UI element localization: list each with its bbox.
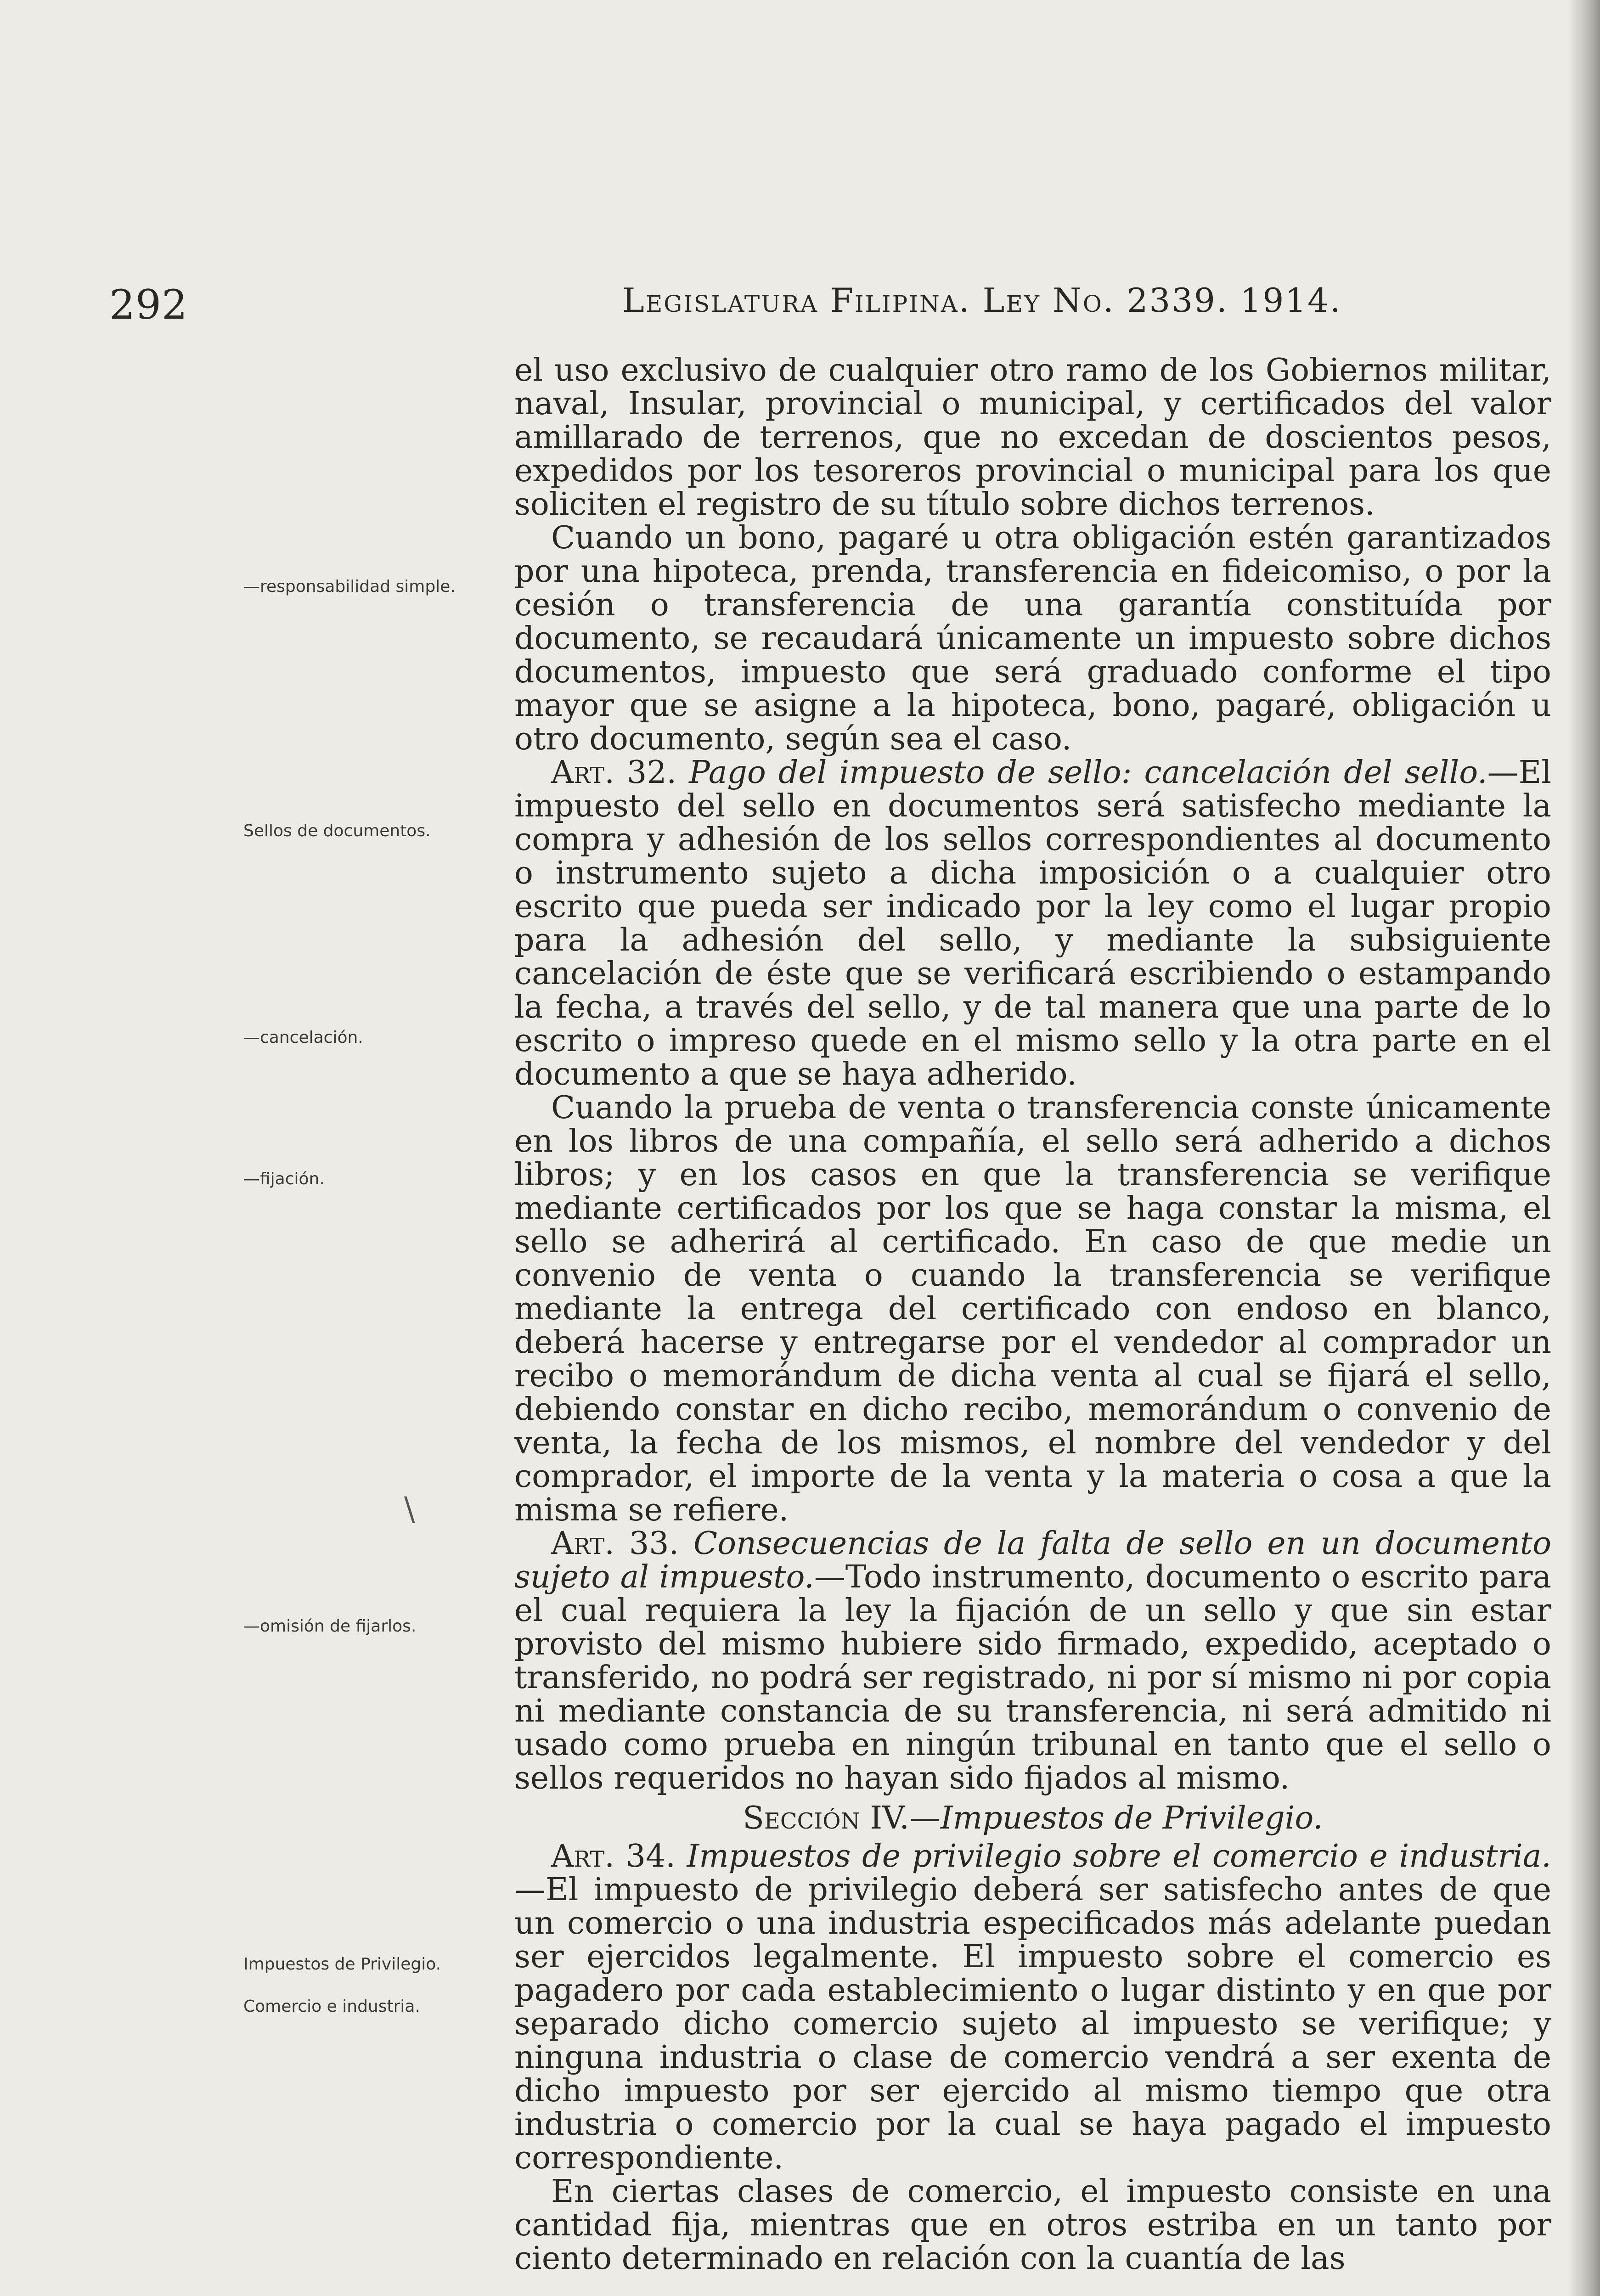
paragraph: Cuando la prueba de venta o transferencia conste únicamente en los libros de una compañía, el sello será adherido a dichos libros; y en los casos en que la transferencia se verifique mediante certificados por los que se haga constar la misma, el sello se adherirá al certificado. En caso de que medie un convenio de venta o cuando la transferencia se verifique mediante la entrega del certificado con endoso en blanco, deberá hacerse y entregarse por el vendedor al comprador un recibo o memorándum de dicha venta al cual se fijará el sello, debiendo constar en dicho recibo, memorándum o convenio de venta, la fecha de los mismos, el nombre del vendedor y del comprador, el importe de la venta y la materia o cosa a que la misma se refiere.	[514, 1090, 1551, 1528]
article-33	[514, 1527, 1551, 1795]
article-number: Art. 34.	[551, 1838, 676, 1874]
section-heading	[514, 1801, 1551, 1835]
paragraph: En ciertas clases de comercio, el impuesto consiste en una cantidad fija, mientras que en otros estriba en un tanto por ciento determinado en relación con la cuantía de las	[514, 2173, 1551, 2277]
article-text: —El impuesto del sello en documentos será satisfecho mediante la compra y adhesión de los sellos correspondientes al documento o instrumento sujeto a dicha imposición o a cualquier otro escrito que pueda ser indicado por la ley como el lugar propio para la adhesión del sello, y mediante la subsiguiente cancelación de éste que se verificará escribiendo o estampando la fecha, a través del sello, y de tal manera que una parte de lo escrito o impreso quede en el mismo sello y la otra parte en el documento a que se haya adherido.	[514, 754, 1551, 1092]
article-number: Art. 32.	[551, 754, 677, 791]
article-title: Pago del impuesto de sello: cancelación del sello.	[689, 754, 1487, 791]
page-edge-shadow	[1568, 0, 1600, 2296]
running-head: Legislatura Filipina. Ley No. 2339. 1914.	[622, 281, 1342, 320]
article-number: Art. 33.	[551, 1525, 679, 1562]
margin-note-omision: —omisión de fijarlos.	[243, 1617, 417, 1636]
section-number: Sección IV.	[743, 1800, 909, 1836]
paragraph: Cuando un bono, pagaré u otra obligación estén garantizados por una hipoteca, prenda, transferencia en fideicomiso, o por la cesión o transferencia de una garantía constituída por documento, se recaudará únicamente un impuesto sobre dichos documentos, impuesto que será graduado conforme el tipo mayor que se asigne a la hipoteca, bono, pagaré, obligación u otro documento, según sea el caso.	[514, 520, 1551, 757]
paragraph: el uso exclusivo de cualquier otro ramo de los Gobiernos militar, naval, Insular, provincial o municipal, y certificados del valor amillarado de terrenos, que no excedan de doscientos pesos, expedidos por los tesoreros provincial o municipal para los que soliciten el registro de su título sobre dichos terrenos.	[514, 352, 1551, 523]
margin-note-responsabilidad: —responsabilidad simple.	[243, 577, 456, 596]
article-text: —Todo instrumento, documento o escrito para el cual requiera la ley la fijación de un sello y que sin estar provisto del mismo hubiere sido firmado, expedido, aceptado o transferido, no podrá ser registrado, ni por sí mismo ni por copia ni mediante constancia de su transferencia, ni será admitido ni usado como prueba en ningún tribunal en tanto que el sello o sellos requeridos no hayan sido fijados al mismo.	[514, 1559, 1551, 1796]
section-title: —Impuestos de Privilegio.	[909, 1800, 1323, 1836]
page-number: 292	[109, 281, 188, 328]
margin-note-cancelacion: —cancelación.	[243, 1028, 363, 1047]
article-34	[514, 1840, 1551, 2175]
stray-ink-mark: \	[404, 1490, 415, 1528]
article-text: —El impuesto de privilegio deberá ser satisfecho antes de que un comercio o una industria especificados más adelante puedan ser ejercidos legalmente. El impuesto sobre el comercio es pagadero por cada establecimiento o lugar distinto y en que por separado dicho comercio sujeto al impuesto se verifique; y ninguna industria o clase de comercio vendrá a ser exenta de dicho impuesto por ser ejercido al mismo tiempo que otra industria o comercio por la cual se haya pagado el impuesto correspondiente.	[514, 1872, 1551, 2176]
article-title: Consecuencias de la falta de sello en un documento sujeto al impuesto.	[514, 1525, 1552, 1595]
margin-note-sellos: Sellos de documentos.	[243, 822, 431, 840]
article-title: Impuestos de privilegio sobre el comercio e industria.	[687, 1838, 1551, 1874]
body-text	[514, 354, 1551, 2275]
article-32	[514, 756, 1551, 1091]
margin-note-comercio: Comercio e industria.	[243, 1997, 420, 2016]
margin-note-impuestos-privilegio: Impuestos de Privilegio.	[243, 1955, 441, 1974]
margin-note-fijacion: —fijación.	[243, 1170, 325, 1188]
